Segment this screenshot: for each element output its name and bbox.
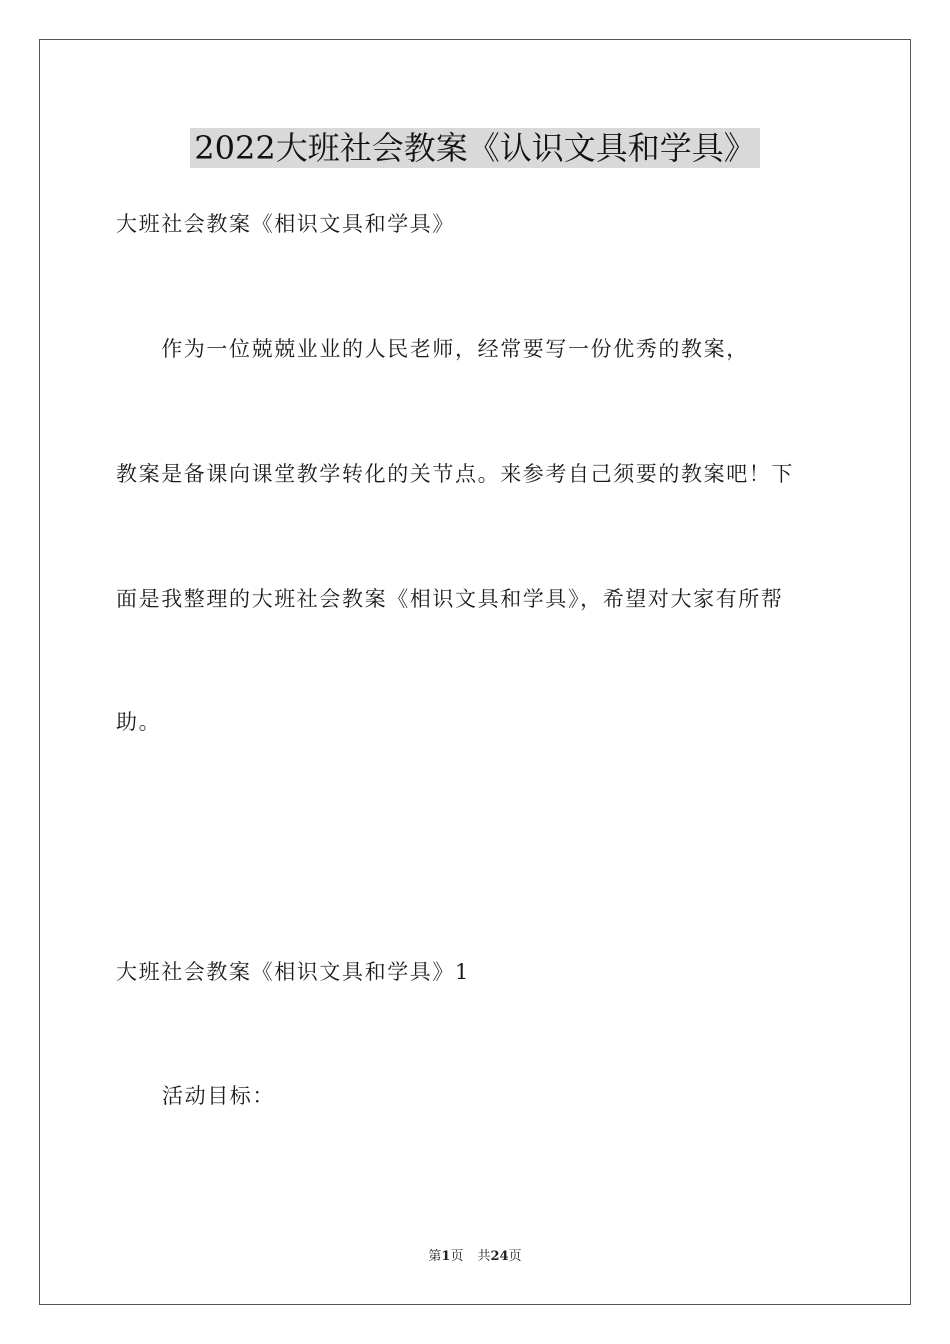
total-suffix: 页 (508, 1249, 522, 1264)
activity-heading: 活动目标： (162, 1084, 275, 1108)
paragraph-line: 面是我整理的大班社会教案《相识文具和学具》，希望对大家有所帮 (116, 587, 784, 611)
page-footer (0, 1248, 950, 1266)
total-prefix: 共 (477, 1249, 491, 1264)
page-total: 24 (490, 1249, 509, 1264)
document-title: 2022大班社会教案《认识文具和学具》 (190, 128, 759, 168)
paragraph-line: 作为一位兢兢业业的人民老师，经常要写一份优秀的教案， (116, 337, 749, 361)
title-container (0, 128, 950, 168)
page-current: 1 (441, 1249, 451, 1264)
document-subtitle: 大班社会教案《相识文具和学具》 (116, 212, 455, 236)
page-prefix: 第 (428, 1249, 442, 1264)
section-heading: 大班社会教案《相识文具和学具》1 (116, 960, 470, 984)
paragraph-line: 教案是备课向课堂教学转化的关节点。来参考自己须要的教案吧！下 (116, 462, 794, 486)
paragraph-line: 助。 (116, 710, 162, 734)
page-suffix: 页 (450, 1249, 464, 1264)
